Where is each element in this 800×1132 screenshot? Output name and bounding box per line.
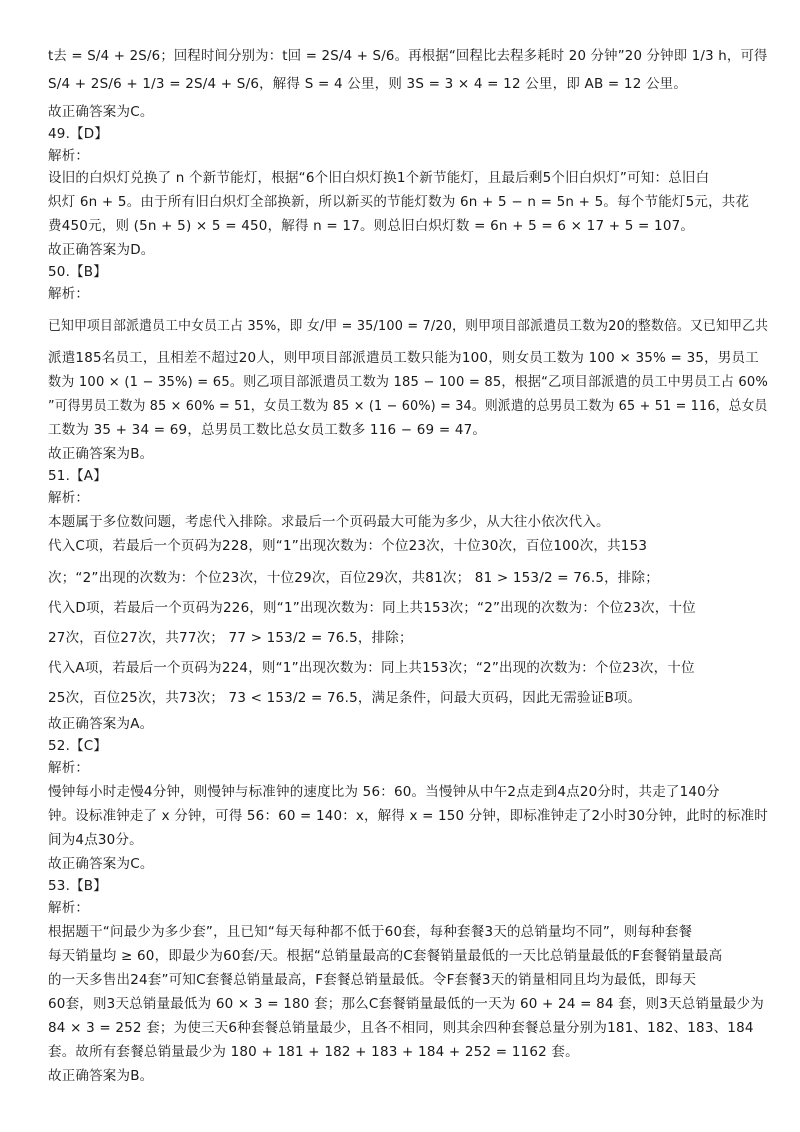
line-text: 51.【A】 [48,468,107,484]
analysis-label [48,898,89,918]
text-line [48,922,692,942]
line-text: 的一天多售出24套”可知C套餐总销量最高，F套餐总销量最低。令F套餐3天的销量相同且均为最低，即每天 [48,972,697,988]
line-text: 钟。设标准钟走了 x 分钟，可得 56：60 = 140：x，解得 x = 150 分钟，即标准钟走了2小时30分钟，此时的标准时 [48,808,768,824]
text-line [48,688,641,708]
question-number [48,262,107,282]
line-text: 代入C项，若最后一个页码为228，则“1”出现次数为：个位23次，十位30次，百位100次，共153 [48,538,648,554]
text-line [48,444,153,464]
text-line [48,102,154,122]
text-line [48,628,413,648]
text-line [48,536,647,556]
text-line [48,994,764,1014]
line-text: 间为4点30分。 [48,832,143,848]
text-line [48,192,749,212]
text-line [48,420,486,440]
line-text: 解析： [48,286,90,302]
line-text: 故正确答案为D。 [48,242,155,258]
text-line [48,946,722,966]
text-line [48,316,768,336]
line-text: 27次，百位27次，共77次； 77 > 153/2 = 76.5，排除； [48,630,413,646]
line-text: 根据题干“问最少为多少套”，且已知“每天每种都不低于60套，每种套餐3天的总销量均不同”，则每种套餐 [48,924,693,940]
line-text: 本题属于多位数问题，考虑代入排除。求最后一个页码最大可能为多少，从大往小依次代入。 [48,514,610,530]
line-text: 已知甲项目部派遣员工中女员工占 35%，即 女/甲 = 35/100 = 7/20，则甲项目部派遣员工数为20的整数倍。又已知甲乙共 [48,318,769,334]
line-text: 次；“2”出现的次数为：个位23次，十位29次，百位29次，共81次； 81 > 153/2 = 76.5，排除； [48,570,659,586]
text-line [48,714,153,734]
line-text: 故正确答案为C。 [48,104,154,120]
line-text: ”可得男员工数为 85 × 60% = 51，女员工数为 85 × (1 − 60%) = 34。则派遣的总男员工数为 65 + 51 = 116，总女员 [48,398,768,414]
line-text: 解析： [48,148,90,164]
line-text: 工数为 35 + 34 = 69，总男员工数比总女员工数多 116 − 69 = 47。 [48,422,487,438]
question-number [48,736,107,756]
line-text: 53.【B】 [48,878,107,894]
text-line [48,512,610,532]
text-line [48,782,720,802]
line-text: 费450元，则 (5n + 5) × 5 = 450，解得 n = 17。则总旧白炽灯数 = 6n + 5 = 6 × 17 + 5 = 107。 [48,218,695,234]
line-text: 派遣185名员工，且相差不超过20人，则甲项目部派遣员工数只能为100，则女员工数为 100 × 35% = 35，男员工 [48,350,759,366]
text-line [48,1018,754,1038]
text-line [48,348,759,368]
line-text: 52.【C】 [48,738,108,754]
text-line [48,372,768,392]
line-text: 84 × 3 = 252 套；为使三天6种套餐总销量最少，且各不相同，则其余四种套餐总量分别为181、182、183、184 [48,1020,754,1036]
line-text: 故正确答案为A。 [48,716,154,732]
line-text: 套。故所有套餐总销量最少为 180 + 181 + 182 + 183 + 184 + 252 = 1162 套。 [48,1044,579,1060]
text-line [48,658,695,678]
analysis-label [48,488,89,508]
line-text: 慢钟每小时走慢4分钟，则慢钟与标准钟的速度比为 56：60。当慢钟从中午2点走到4点20分时，共走了140分 [48,784,720,800]
line-text: 炽灯 6n + 5。由于所有旧白炽灯全部换新，所以新买的节能灯数为 6n + 5 − n = 5n + 5。每个节能灯5元，共花 [48,194,750,210]
line-text: 故正确答案为B。 [48,1068,154,1084]
text-line [48,1066,153,1086]
line-text: 25次，百位25次，共73次； 73 < 153/2 = 76.5，满足条件，问最大页码，因此无需验证B项。 [48,690,642,706]
text-line [48,806,768,826]
line-text: 每天销量均 ≥ 60，即最少为60套/天。根据“总销量最高的C套餐销量最低的一天比总销量最低的F套餐销量最高 [48,948,723,964]
text-line [48,168,709,188]
line-text: 故正确答案为C。 [48,856,154,872]
line-text: 设旧的白炽灯兑换了 n 个新节能灯，根据“6个旧白炽灯换1个新节能灯，且最后剩5个旧白炽灯”可知：总旧白 [48,170,710,186]
line-text: 49.【D】 [48,126,109,142]
question-number [48,466,107,486]
analysis-label [48,758,89,778]
text-line [48,46,768,66]
line-text: S/4 + 2S/6 + 1/3 = 2S/4 + S/6，解得 S = 4 公里，则 3S = 3 × 4 = 12 公里，即 AB = 12 公里。 [48,76,688,92]
line-text: 故正确答案为B。 [48,446,154,462]
question-number [48,124,108,144]
text-line [48,74,687,94]
line-text: 60套，则3天总销量最低为 60 × 3 = 180 套；那么C套餐销量最低的一天为 60 + 24 = 84 套，则3天总销量最少为 [48,996,764,1012]
line-text: 解析： [48,490,90,506]
line-text: 代入D项，若最后一个页码为226，则“1”出现次数为：同上共153次；“2”出现的次数为：个位23次，十位 [48,600,696,616]
analysis-label [48,146,89,166]
line-text: 50.【B】 [48,264,107,280]
line-text: 解析： [48,900,90,916]
text-line [48,970,696,990]
text-line [48,854,154,874]
text-line [48,568,659,588]
question-number [48,876,107,896]
text-line [48,1042,579,1062]
line-text: 数为 100 × (1 − 35%) = 65。则乙项目部派遣员工数为 185 − 100 = 85，根据“乙项目部派遣的员工中男员工占 60% [48,374,769,390]
text-line [48,830,143,850]
text-line [48,598,696,618]
line-text: t去 = S/4 + 2S/6；回程时间分别为：t回 = 2S/4 + S/6。再根据“回程比去程多耗时 20 分钟”20 分钟即 1/3 h，可得 [48,48,768,64]
text-line [48,396,768,416]
line-text: 解析： [48,760,90,776]
text-line [48,240,155,260]
text-line [48,216,694,236]
analysis-label [48,284,89,304]
line-text: 代入A项，若最后一个页码为224，则“1”出现次数为：同上共153次；“2”出现的次数为：个位23次，十位 [48,660,695,676]
